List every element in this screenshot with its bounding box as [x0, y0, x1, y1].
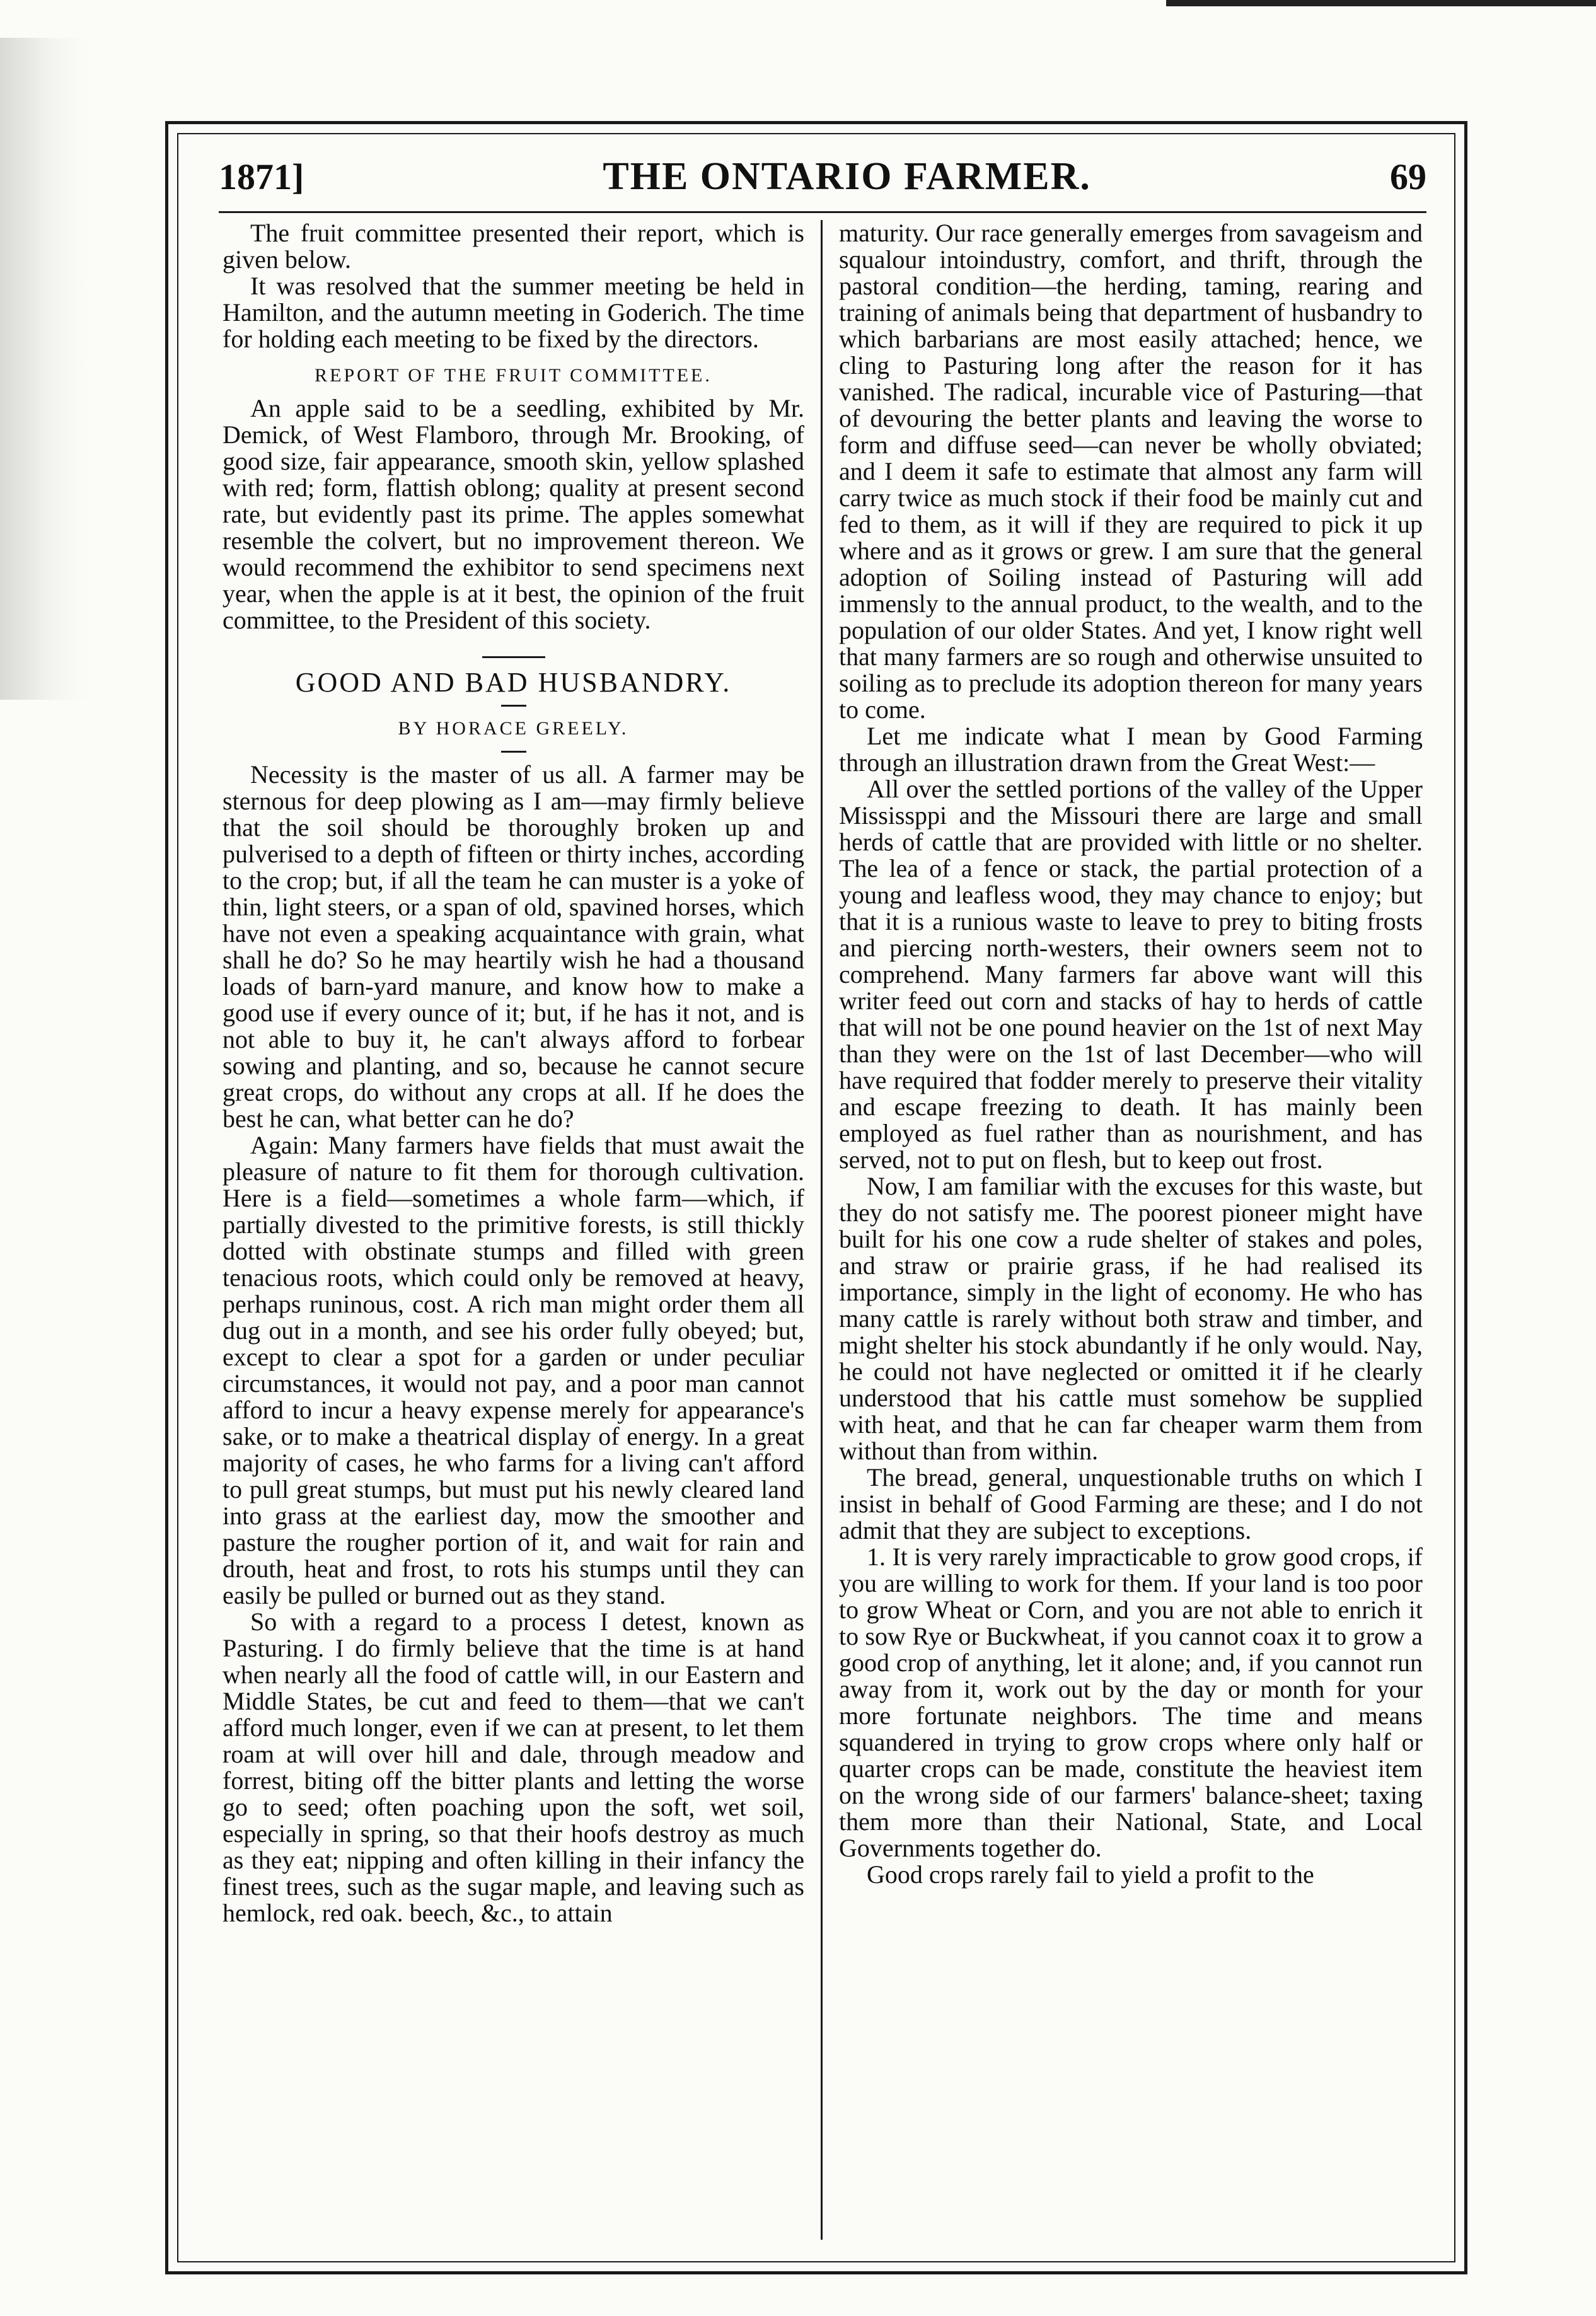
article-paragraph: Now, I am familiar with the excuses for this waste, but they do not satisfy me. The poorest pioneer might have built for his one cow a rude shelter of stakes and poles, and straw or prairie grass, if he had realised its importance, simply in the light of economy. He who has many cattle is rarely without both straw and timber, and might shelter his stock abundantly if he only would. Nay, he could not have neglected or omitted it if he clearly understood that his cattle must somehow be supplied with heat, and that he can far cheaper warm them from without than from within. — [839, 1172, 1423, 1465]
title-divider — [501, 705, 526, 707]
report-paragraph: An apple said to be a seedling, exhibited by Mr. Demick, of West Flamboro, through Mr. Brooking, of good size, fair appearance, smooth skin, yellow splashed with red; form, flattish oblong; quality at present second rate, but evidently past its prime. The apples somewhat resemble the colvert, but no improvement thereon. We would recommend the exhibitor to send specimens next year, when the apple is at it best, the opinion of the fruit committee, to the President of this society. — [223, 394, 804, 634]
article-paragraph: The bread, general, unquestionable truths on which I insist in behalf of Good Farming are these; and I do not admit that they are subject to exceptions. — [839, 1463, 1423, 1544]
article-paragraph: Good crops rarely fail to yield a profit to the — [867, 1860, 1314, 1889]
right-column — [823, 220, 1439, 2240]
report-heading: REPORT OF THE FRUIT COMMITTEE. — [315, 365, 712, 386]
page-frame — [165, 121, 1467, 2274]
article-paragraph: Necessity is the master of us all. A farmer may be sternous for deep plowing as I am—may firmly believe that the soil should be thoroughly broken up and pulverised to a depth of fifteen or thirty inches, according to the crop; but, if all the team he can muster is a yoke of thin, light steers, or a span of old, spavined horses, which have not even a speaking acquaintance with grain, what shall he do? So he may heartily wish he had a thousand loads of barn-yard manure, and know how to make a good use if every ounce of it; but, if he has it not, and is not able to buy it, he can't always afford to forbear sowing and planting, and so, because he cannot secure great crops, do without any crops at all. If he does the best he can, what better can he do? — [223, 760, 804, 1133]
scan-edge-shadow — [0, 38, 88, 700]
section-divider — [482, 656, 545, 658]
article-paragraph: Let me indicate what I mean by Good Farming through an illustration drawn from the Great West:— — [839, 722, 1423, 777]
page-header — [219, 142, 1426, 213]
article-paragraph: Again: Many farmers have fields that must await the pleasure of nature to fit them for thorough cultivation. Here is a field—sometimes a whole farm—which, if partially divested to the primitive forests, is still thickly dotted with obstinate stumps and filled with green tenacious roots, which could only be removed at heavy, perhaps runinous, cost. A rich man might order them all dug out in a month, and see his order fully obeyed; but, except to clear a spot for a garden or under peculiar circumstances, it would not pay, and a poor man cannot afford to incur a heavy expense merely for appearance's sake, or to make a theatrical display of energy. In a great majority of cases, he who farms for a living can't afford to pull great stumps, but must put his newly cleared land into grass at the earliest day, mow the smoother and pasture the rougher portion of it, and wait for rain and drouth, heat and frost, to rots his stumps until they can easily be pulled or burned out as they stand. — [223, 1131, 804, 1609]
article-title: GOOD AND BAD HUSBANDRY. — [295, 667, 732, 698]
page-number: 69 — [1389, 156, 1426, 197]
page-title: THE ONTARIO FARMER. — [603, 154, 1091, 198]
article-paragraph: 1. It is very rarely impracticable to grow good crops, if you are willing to work for them. If your land is too poor to grow Wheat or Corn, and you are not able to enrich it to sow Rye or Buckwheat, if you cannot coax it to grow a good crop of anything, let it alone; and, if you cannot run away from it, work out by the day or month for your more fortunate neighbors. The time and means squandered in trying to grow crops where only half or quarter crops can be made, constitute the heaviest item on the wrong side of our farmers' balance-sheet; taxing them more than their National, State, and Local Governments together do. — [839, 1543, 1423, 1862]
intro-paragraph: The fruit committee presented their report, which is given below. — [223, 220, 804, 274]
article-paragraph: All over the settled portions of the valley of the Upper Mississppi and the Missouri there are large and small herds of cattle that are provided with little or no shelter. The lea of a fence or stack, the partial protection of a young and leafless wood, they may chance to enjoy; but that it is a runious waste to leave to prey to biting frosts and piercing north-westers, their owners seem not to comprehend. Many farmers far above want will this writer feed out corn and stacks of hay to herds of cattle that will not be one pound heavier on the 1st of next May than they were on the 1st of last December—who will have required that fodder merely to preserve their vitality and escape freezing to death. It has mainly been employed as fuel rather than as nourishment, and has served, not to put on flesh, but to keep out frost. — [839, 775, 1423, 1174]
scan-top-rule — [1166, 0, 1596, 23]
byline-divider — [501, 751, 526, 753]
left-column — [206, 220, 823, 2240]
intro-paragraph: It was resolved that the summer meeting be held in Hamilton, and the autumn meeting in Goderich. The time for holding each meeting to be fixed by the directors. — [223, 272, 804, 353]
article-byline: BY HORACE GREELY. — [398, 718, 629, 739]
article-paragraph: maturity. Our race generally emerges from savageism and squalour intoindustry, comfort, and thrift, through the pastoral condition—the herding, taming, rearing and training of animals being that department of husbandry to which barbarians are most easily attached; hence, we cling to Pasturing long after the reason for it has vanished. The radical, incurable vice of Pasturing—that of devouring the better plants and leaving the worse to form and diffuse seed—can never be wholly obviated; and I deem it safe to estimate that almost any farm will carry twice as much stock if their food be mainly cut and fed to them, as it will if they are required to pick it up where and as it grows or grew. I am sure that the general adoption of Soiling instead of Pasturing will add immensly to the annual product, to the wealth, and to the population of our older States. And yet, I know right well that many farmers are so rough and otherwise unsuited to soiling as to preclude its adoption thereon for many years to come. — [839, 220, 1423, 724]
header-year: 1871] — [219, 156, 304, 197]
article-columns — [206, 220, 1439, 2240]
article-paragraph: So with a regard to a process I detest, known as Pasturing. I do firmly believe that the time is at hand when nearly all the food of cattle will, in our Eastern and Middle States, be cut and feed to them—that we can't afford much longer, even if we can at present, to let them roam at will over hill and dale, through meadow and forrest, biting off the bitter plants and letting the worse go to seed; often poaching upon the soft, wet soil, especially in spring, so that their hoofs destroy as much as they eat; nipping and often killing in their infancy the finest trees, such as the sugar maple, and leaving such as hemlock, red oak. beech, &c., to attain — [223, 1607, 804, 1927]
